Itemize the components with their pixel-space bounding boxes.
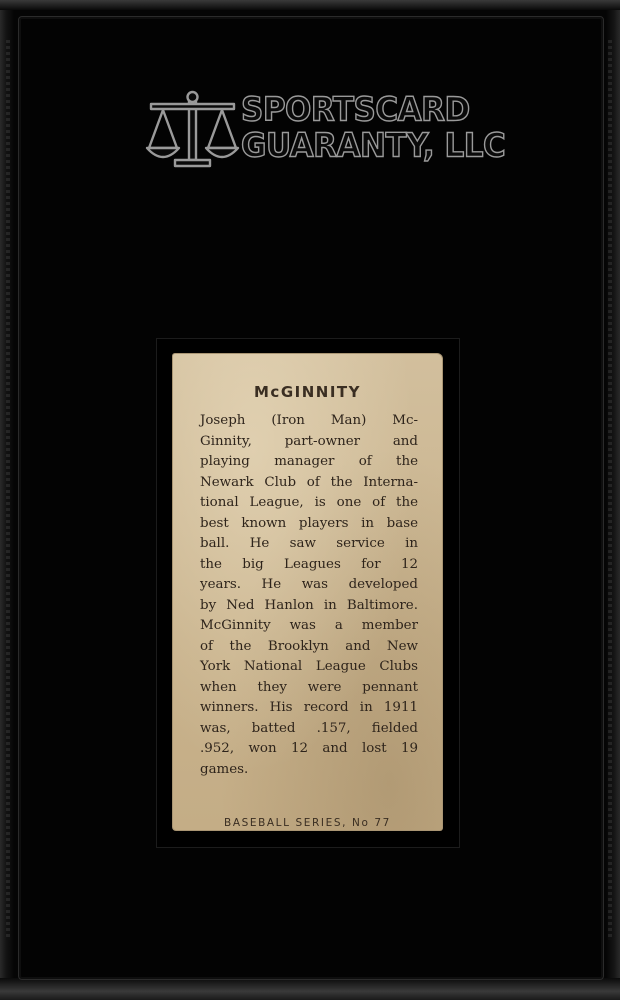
bio-line: when they were pennant <box>200 679 418 695</box>
sgc-logo <box>145 88 506 178</box>
bio-line: winners. His record in 1911 <box>200 700 418 715</box>
sgc-wordmark-line-1: SPORTSCARD <box>241 91 470 130</box>
bio-line: years. He was developed <box>200 577 418 592</box>
bio-line: games. <box>200 761 249 777</box>
bio-line: McGinnity was a member <box>200 618 418 633</box>
card-series-footer: BASEBALL SERIES, No 77 <box>224 817 391 829</box>
bio-line: best known players in base <box>200 515 418 531</box>
card-biography <box>200 411 418 780</box>
slab-top-edge <box>0 0 620 10</box>
bio-line: Ginnity, part-owner and <box>200 433 418 449</box>
slab-right-rail <box>608 40 612 940</box>
sgc-wordmark <box>241 91 506 165</box>
sgc-wordmark-line-2: GUARANTY, LLC <box>241 126 506 165</box>
balance-scale-icon <box>145 88 240 170</box>
slab-bottom-edge <box>0 978 620 1000</box>
baseball-card-back <box>172 353 443 831</box>
bio-line: .952, won 12 and lost 19 <box>200 741 418 756</box>
bio-line: Joseph (Iron Man) Mc- <box>200 413 418 428</box>
bio-line: ball. He saw service in <box>200 536 418 551</box>
bio-line: was, batted .157, fielded <box>200 720 418 736</box>
bio-line: by Ned Hanlon in Baltimore. <box>200 597 418 613</box>
bio-line: Newark Club of the Interna- <box>200 474 418 490</box>
bio-line: of the Brooklyn and New <box>200 638 418 654</box>
bio-line: playing manager of the <box>200 454 418 469</box>
slab-left-rail <box>6 40 10 940</box>
bio-line: tional League, is one of the <box>200 495 418 510</box>
bio-line: York National League Clubs <box>200 659 418 674</box>
bio-line: the big Leagues for 12 <box>200 556 418 572</box>
card-title: McGINNITY <box>254 383 361 401</box>
